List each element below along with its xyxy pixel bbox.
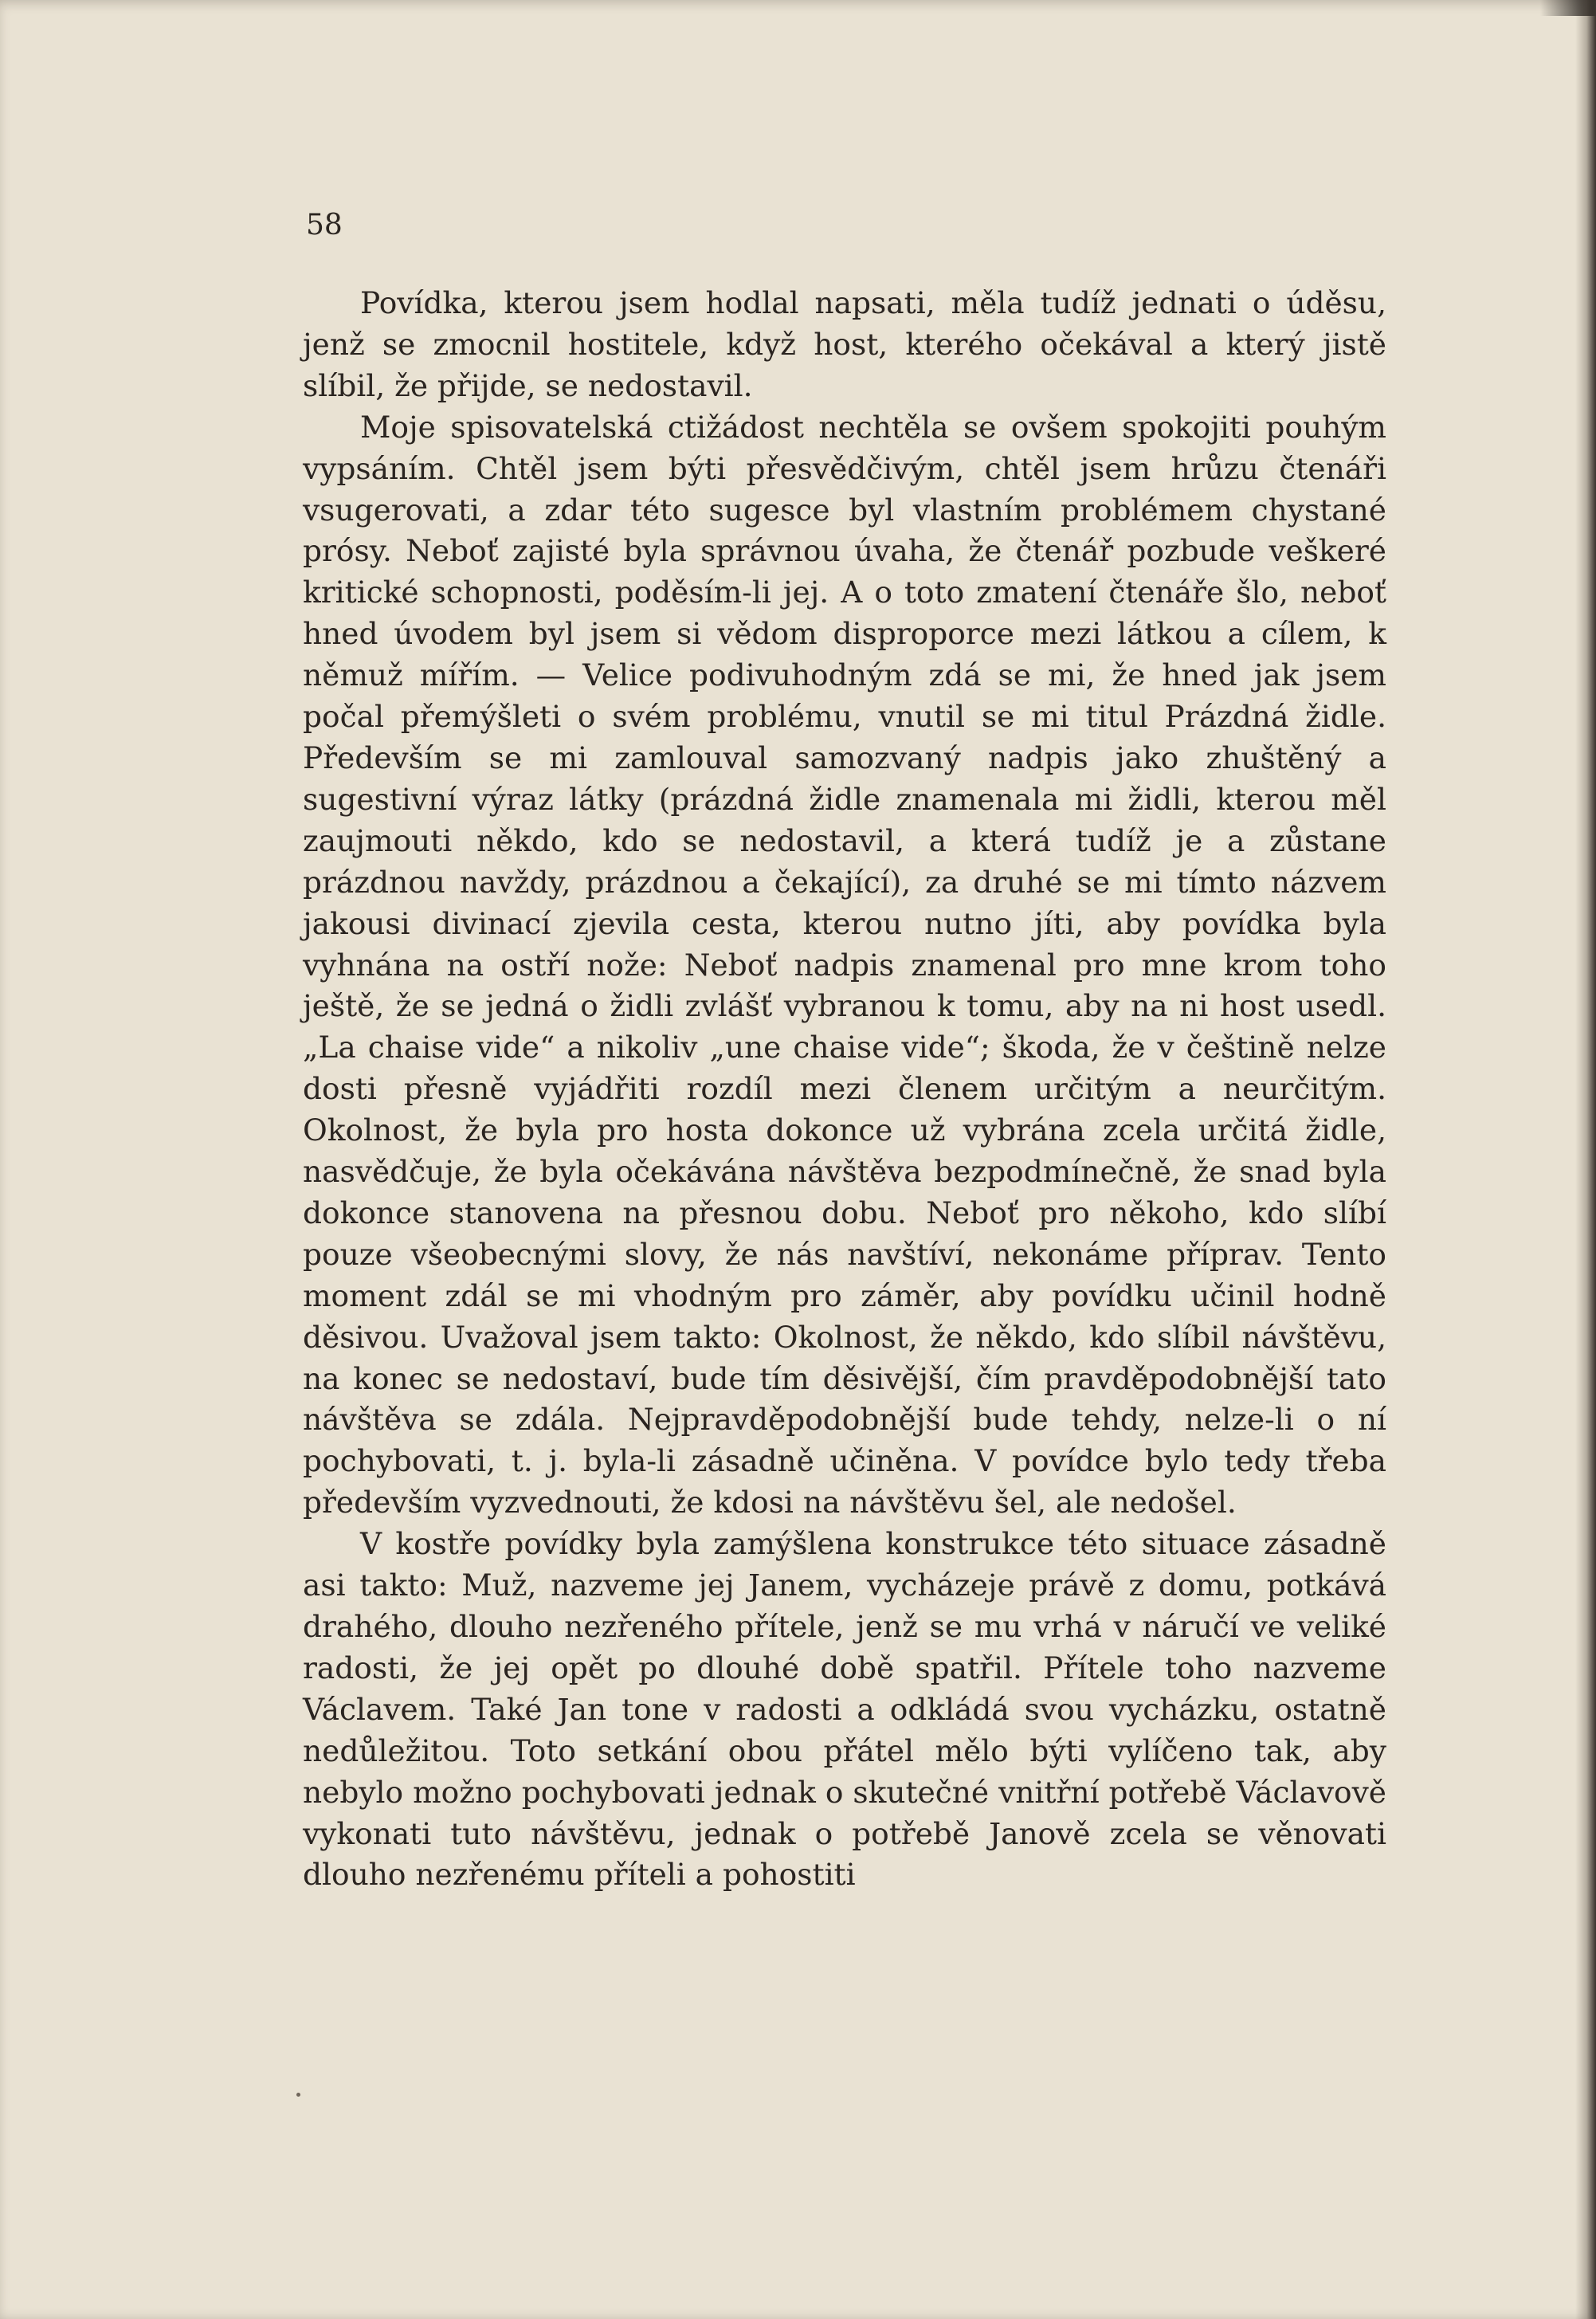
page-number: 58 xyxy=(306,209,343,241)
paragraph-1: Povídka, kterou jsem hodlal napsati, měla tudíž jednati o úděsu, jenž se zmocnil hostitele, když host, kterého očekával a který jistě slíbil, že přijde, se nedostavil. xyxy=(303,285,1386,403)
paragraph-3: V kostře povídky byla zamýšlena konstrukce této situace zásadně asi takto: Muž, nazveme jej Janem, vycházeje právě z domu, potkává drahého, dlouho nezřeného přítele, jenž se mu vrhá v náručí ve veliké radosti, že jej opět po dlouhé době spatřil. Přítele toho nazveme Václavem. Také Jan tone v radosti a odkládá svou vycházku, ostatně nedůležitou. Toto setkání obou přátel mělo býti vylíčeno tak, aby nebylo možno pochybovati jednak o skutečné vnitřní potřebě Václavově vykonati tuto návštěvu, jednak o potřebě Janově zcela se věnovati dlouho nezřenému příteli a pohostiti xyxy=(303,1526,1386,1893)
paragraph-2: Moje spisovatelská ctižádost nechtěla se ovšem spokojiti pouhým vypsáním. Chtěl jsem býti přesvědčivým, chtěl jsem hrůzu čtenáři vsugerovati, a zdar této sugesce byl vlastním problémem chystané prósy. Neboť zajisté byla správnou úvaha, že čtenář pozbude veškeré kritické schopnosti, poděsím-li jej. A o toto zmatení čtenáře šlo, neboť hned úvodem byl jsem si vědom disproporce mezi látkou a cílem, k němuž mířím. — Velice podivuhodným zdá se mi, že hned jak jsem počal přemýšleti o svém problému, vnutil se mi titul Prázdná židle. Především se mi zamlouval samozvaný nadpis jako zhuštěný a sugestivní výraz látky (prázdná židle znamenala mi židli, kterou měl zaujmouti někdo, kdo se nedostavil, a která tudíž je a zůstane prázdnou navždy, prázdnou a čekající), za druhé se mi tímto názvem jakousi divinací zjevila cesta, kterou nutno jíti, aby povídka byla vyhnána na ostří nože: Neboť nadpis znamenal pro mne krom toho ještě, že se jedná o židli zvlášť vybranou k tomu, aby na ni host usedl. „La chaise vide“ a nikoliv „une chaise vide“; škoda, že v češtině nelze dosti přesně vyjádřiti rozdíl mezi členem určitým a neurčitým. Okolnost, že byla pro hosta dokonce už vybrána zcela určitá židle, nasvědčuje, že byla očekávána návštěva bezpodmínečně, že snad byla dokonce stanovena na přesnou dobu. Neboť pro někoho, kdo slíbí pouze všeobecnými slovy, že nás navštíví, nekonáme příprav. Tento moment zdál se mi vhodným pro záměr, aby povídku učinil hodně děsivou. Uvažoval jsem takto: Okolnost, že někdo, kdo slíbil návštěvu, na konec se nedostaví, bude tím děsivější, čím pravděpodobnější tato návštěva se zdála. Nejpravděpodobnější bude tehdy, nelze-li o ní pochybovati, t. j. byla-li zásadně učiněna. V povídce bylo tedy třeba především vyzvednouti, že kdosi na návštěvu šel, ale nedošel. xyxy=(303,409,1386,1520)
ink-speck xyxy=(296,2093,300,2097)
body-text xyxy=(303,283,1386,1896)
page-edge-shadow xyxy=(1575,0,1596,2319)
